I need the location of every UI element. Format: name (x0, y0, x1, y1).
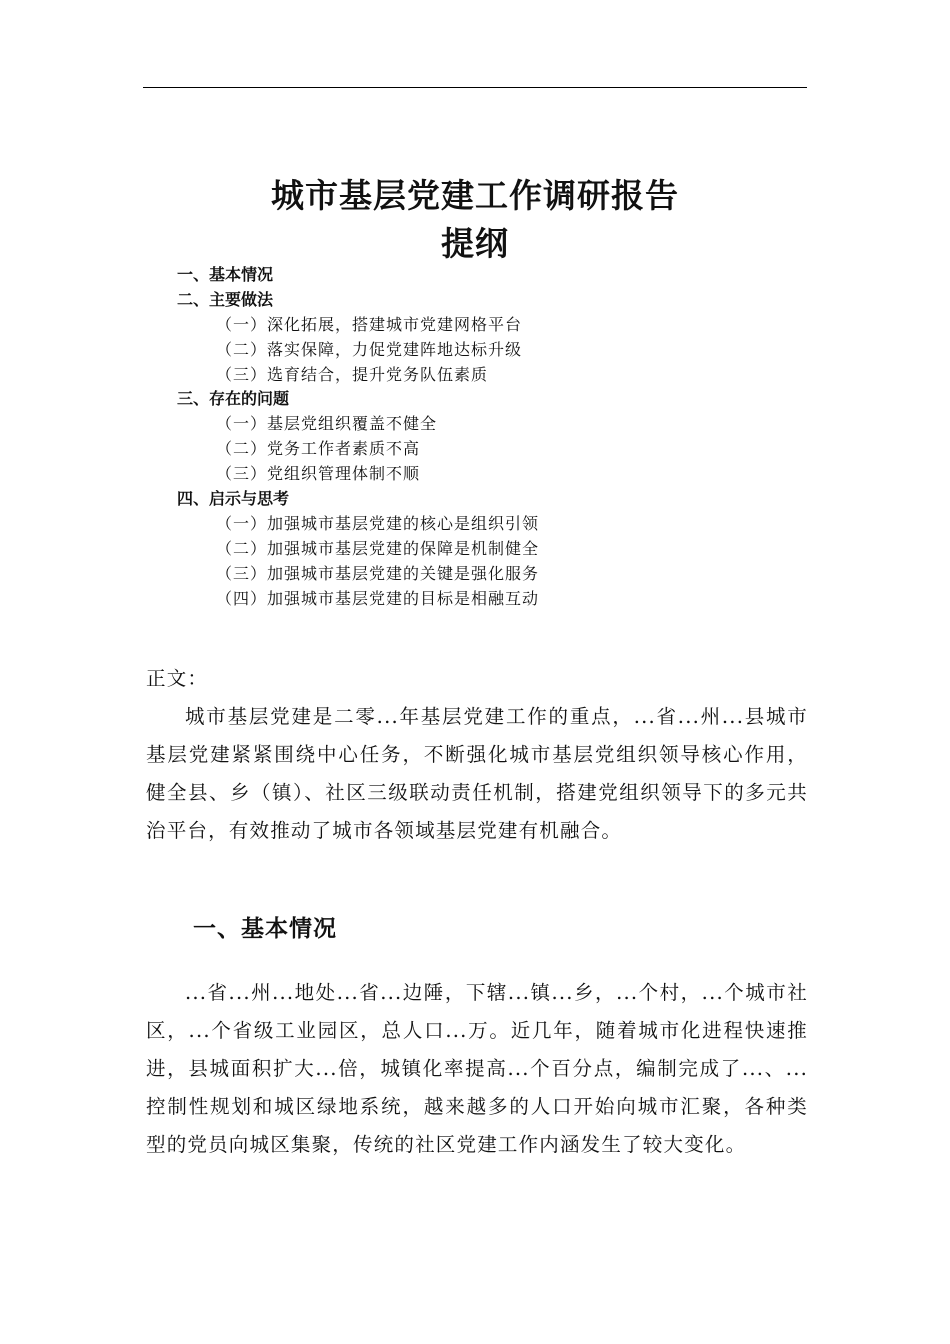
outline-subitem: （二）落实保障，力促党建阵地达标升级 (216, 339, 523, 359)
outline-subitem: （二）党务工作者素质不高 (216, 439, 421, 459)
document-title: 城市基层党建工作调研报告 (271, 176, 679, 215)
outline-subitem: （三）加强城市基层党建的关键是强化服务 (216, 563, 540, 583)
outline-subitem: （一）基层党组织覆盖不健全 (216, 414, 438, 434)
outline-item: 二、主要做法 (177, 289, 274, 309)
outline (177, 263, 539, 611)
outline-subitem: （一）深化拓展，搭建城市党建网格平台 (216, 314, 523, 334)
intro-paragraph: 城市基层党建是二零...年基层党建工作的重点，...省...州...县城市基层党建紧紧围绕中心任务，不断强化城市基层党组织领导核心作用，健全县、乡（镇）、社区三级联动责任机制，搭建党组织领导下的多元共治平台，有效推动了城市各领域基层党建有机融合。 (146, 705, 808, 842)
outline-subitem: （三）党组织管理体制不顺 (216, 464, 421, 484)
outline-item: 四、启示与思考 (177, 489, 290, 509)
document-subtitle: 提纲 (441, 224, 509, 263)
outline-subitem: （二）加强城市基层党建的保障是机制健全 (216, 538, 540, 558)
header-rule (143, 87, 807, 88)
section-heading: 一、基本情况 (193, 916, 337, 942)
outline-item: 三、存在的问题 (177, 389, 290, 409)
body-label: 正文： (146, 667, 209, 690)
outline-item: 一、基本情况 (177, 265, 274, 284)
outline-subitem: （四）加强城市基层党建的目标是相融互动 (216, 588, 540, 608)
outline-subitem: （三）选育结合，提升党务队伍素质 (216, 364, 489, 384)
section-paragraph: ...省...州...地处...省...边陲，下辖...镇...乡，...个村，...个城市社区，...个省级工业园区，总人口...万。近几年，随着城市化进程快速推进，县城面积扩大...倍，城镇化率提高...个百分点，编制完成了...、...控制性规划和城区绿地系统，越来越多的人口开始向城市汇聚，各种类型的党员向城区集聚，传统的社区党建工作内涵发生了较大变化。 (146, 981, 808, 1156)
outline-subitem: （一）加强城市基层党建的核心是组织引领 (216, 513, 540, 533)
